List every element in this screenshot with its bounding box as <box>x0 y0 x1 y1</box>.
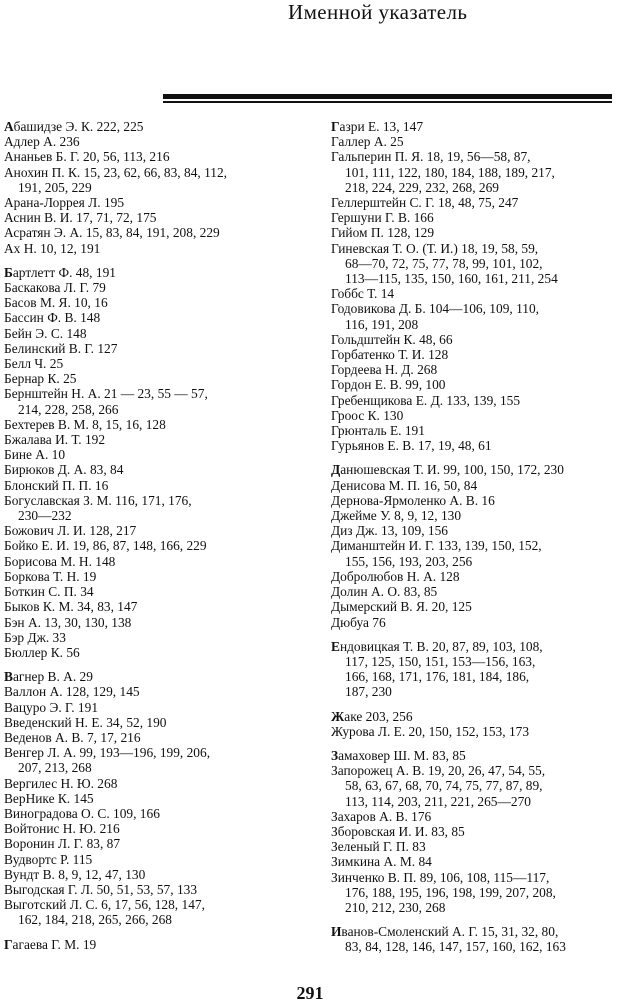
index-entry-line: Валлон А. 128, 129, 145 <box>4 684 140 700</box>
letter-group-initial: Д <box>331 462 341 478</box>
index-entry <box>4 119 286 134</box>
index-entry-line: Горбатенко Т. И. 128 <box>331 347 449 363</box>
index-entry <box>4 417 286 432</box>
index-entry-line: Бине А. 10 <box>4 447 66 463</box>
index-entry-line: Арана-Лоррея Л. 195 <box>4 195 125 211</box>
index-entry <box>4 447 286 462</box>
letter-group-initial: Е <box>331 638 340 654</box>
index-entry <box>331 615 616 630</box>
index-entry <box>331 241 616 287</box>
index-entry <box>4 852 286 867</box>
index-entry-line: Аснин В. И. 17, 71, 72, 175 <box>4 210 157 226</box>
index-entry-line: Вагнер В. А. 29 <box>4 669 93 685</box>
index-entry <box>331 438 616 453</box>
index-entry-line: Бойко Е. И. 19, 86, 87, 148, 166, 229 <box>4 538 207 554</box>
index-entry <box>331 538 616 568</box>
index-entry-line: Зборовская И. И. 83, 85 <box>331 823 465 839</box>
index-entry <box>4 821 286 836</box>
index-entry-line: Введенский Н. Е. 34, 52, 190 <box>4 714 167 730</box>
index-entry-continuation: 191, 205, 229 <box>18 179 92 195</box>
index-entry-line: Данюшевская Т. И. 99, 100, 150, 172, 230 <box>331 462 564 478</box>
index-entry-line: Грюнталь Е. 191 <box>331 423 425 439</box>
index-entry-line: Диз Дж. 13, 109, 156 <box>331 523 448 539</box>
index-entry-line: Бюллер К. 56 <box>4 644 80 660</box>
index-entry <box>4 937 286 952</box>
index-entry <box>4 341 286 356</box>
index-entry-continuation: 166, 168, 171, 176, 181, 184, 186, <box>345 669 530 685</box>
index-entry-continuation: 218, 224, 229, 232, 268, 269 <box>345 179 499 195</box>
index-entry-line: Гиневская Т. О. (Т. И.) 18, 19, 58, 59, <box>331 240 539 256</box>
index-entry <box>4 776 286 791</box>
index-entry <box>331 870 616 916</box>
index-entry-continuation: 230—232 <box>18 508 72 524</box>
index-entry-line: Диманштейн И. Г. 133, 139, 150, 152, <box>331 538 542 554</box>
index-entry-line: Бернар К. 25 <box>4 371 77 387</box>
index-entry <box>4 356 286 371</box>
index-entry <box>331 508 616 523</box>
index-entry-line: Геллерштейн С. Г. 18, 48, 75, 247 <box>331 195 519 211</box>
index-entry <box>331 377 616 392</box>
index-entry <box>4 265 286 280</box>
index-entry-line: Бернштейн Н. А. 21 — 23, 55 — 57, <box>4 386 208 402</box>
index-entry-line: Бэн А. 13, 30, 130, 138 <box>4 614 132 630</box>
index-entry <box>331 462 616 477</box>
index-entry-line: ВерНике К. 145 <box>4 790 94 806</box>
index-entry-line: Воронин Л. Г. 83, 87 <box>4 836 121 852</box>
index-entry-continuation: 155, 156, 193, 203, 256 <box>345 553 473 569</box>
index-entry <box>331 225 616 240</box>
index-entry-line: Венгер Л. А. 99, 193—196, 199, 206, <box>4 745 211 761</box>
index-entry-continuation: 176, 188, 195, 196, 198, 199, 207, 208, <box>345 884 556 900</box>
index-entry-line: Гордеева Н. Д. 268 <box>331 362 438 378</box>
letter-group-gap <box>331 915 616 924</box>
index-entry-line: Годовикова Д. Б. 104—106, 109, 110, <box>331 301 540 317</box>
index-entry <box>4 700 286 715</box>
index-entry <box>4 523 286 538</box>
index-entry <box>4 432 286 447</box>
index-entry-line: Белл Ч. 25 <box>4 356 64 372</box>
index-entry-line: Войтонис Н. Ю. 216 <box>4 821 120 837</box>
index-entry <box>4 225 286 240</box>
index-entry-continuation: 58, 63, 67, 68, 70, 74, 75, 77, 87, 89, <box>345 778 543 794</box>
index-entry <box>331 924 616 954</box>
index-entry <box>4 554 286 569</box>
index-entry-line: Иванов-Смоленский А. Г. 15, 31, 32, 80, <box>331 924 559 940</box>
index-entry-line: Дюбуа 76 <box>331 614 386 630</box>
index-entry <box>4 195 286 210</box>
index-entry-line: Дернова-Ярмоленко А. В. 16 <box>331 492 495 508</box>
letter-group-initial: А <box>4 119 14 134</box>
index-entry <box>331 210 616 225</box>
index-entry-continuation: 68—70, 72, 75, 77, 78, 99, 101, 102, <box>345 255 543 271</box>
index-entry-line: Жаке 203, 256 <box>331 708 413 724</box>
index-entry-line: Гальперин П. Я. 18, 19, 56—58, 87, <box>331 149 531 165</box>
index-entry-continuation: 207, 213, 268 <box>18 760 92 776</box>
index-entry <box>331 763 616 809</box>
index-entry-line: Божович Л. И. 128, 217 <box>4 523 137 539</box>
index-entry <box>4 462 286 477</box>
index-entry <box>331 493 616 508</box>
index-entry <box>331 423 616 438</box>
index-entry-line: Веденов А. В. 7, 17, 216 <box>4 729 141 745</box>
index-entry <box>331 119 616 134</box>
index-entry <box>4 584 286 599</box>
index-entry <box>4 745 286 775</box>
index-entry-line: Замаховер Ш. М. 83, 85 <box>331 747 466 763</box>
index-entry-line: Гольдштейн К. 48, 66 <box>331 331 453 347</box>
letter-group-gap <box>4 928 286 937</box>
index-entry-line: Добролюбов Н. А. 128 <box>331 568 460 584</box>
title-rule-thick <box>163 94 612 99</box>
letter-group-gap <box>4 256 286 265</box>
index-entry-line: Вергилес Н. Ю. 268 <box>4 775 118 791</box>
index-entry <box>4 134 286 149</box>
index-entry-line: Бассин Ф. В. 148 <box>4 310 101 326</box>
index-entry-line: Дымерский В. Я. 20, 125 <box>331 599 472 615</box>
index-entry-continuation: 101, 111, 122, 180, 184, 188, 189, 217, <box>345 164 555 180</box>
index-entry-line: Боркова Т. Н. 19 <box>4 568 97 584</box>
index-entry <box>4 615 286 630</box>
index-entry-continuation: 113—115, 135, 150, 160, 161, 211, 254 <box>345 271 558 287</box>
index-entry <box>331 584 616 599</box>
index-entry-line: Зимкина А. М. 84 <box>331 854 432 870</box>
index-entry <box>4 478 286 493</box>
index-entry <box>4 897 286 927</box>
index-entry-line: Блонский П. П. 16 <box>4 477 109 493</box>
index-entry-line: Гагаева Г. М. 19 <box>4 936 97 952</box>
index-entry-line: Басов М. Я. 10, 16 <box>4 295 108 311</box>
index-entry-continuation: 83, 84, 128, 146, 147, 157, 160, 162, 163 <box>345 939 566 955</box>
index-entry-line: Ананьев Б. Г. 20, 56, 113, 216 <box>4 149 170 165</box>
index-entry <box>331 149 616 195</box>
index-entry-line: Выгодская Г. Л. 50, 51, 53, 57, 133 <box>4 881 198 897</box>
index-entry <box>4 241 286 256</box>
index-entry <box>4 730 286 745</box>
index-entry <box>331 854 616 869</box>
index-entry-line: Адлер А. 236 <box>4 134 80 150</box>
index-entry-line: Гордон Е. В. 99, 100 <box>331 377 446 393</box>
index-entry <box>4 165 286 195</box>
index-entry <box>331 724 616 739</box>
index-entry <box>4 210 286 225</box>
letter-group-gap <box>331 630 616 639</box>
index-entry <box>4 715 286 730</box>
index-entry <box>331 286 616 301</box>
index-entry-line: Газри Е. 13, 147 <box>331 119 424 134</box>
index-entry-line: Долин А. О. 83, 85 <box>331 584 438 600</box>
index-entry <box>331 639 616 700</box>
index-entry-line: Зинченко В. П. 89, 106, 108, 115—117, <box>331 869 550 885</box>
index-entry <box>331 523 616 538</box>
index-entry-line: Вундт В. 8, 9, 12, 47, 130 <box>4 866 146 882</box>
index-entry-line: Журова Л. Е. 20, 150, 152, 153, 173 <box>331 723 530 739</box>
index-entry-line: Ендовицкая Т. В. 20, 87, 89, 103, 108, <box>331 638 543 654</box>
index-entry <box>331 569 616 584</box>
index-entry <box>331 839 616 854</box>
index-entry <box>4 149 286 164</box>
index-entry-continuation: 113, 114, 203, 211, 221, 265—270 <box>345 793 531 809</box>
index-entry-line: Захаров А. В. 176 <box>331 808 432 824</box>
index-entry-line: Джейме У. 8, 9, 12, 130 <box>331 508 462 524</box>
index-entry-line: Вудвортс Р. 115 <box>4 851 93 867</box>
index-entry-line: Бейн Э. С. 148 <box>4 325 87 341</box>
index-entry-continuation: 214, 228, 258, 266 <box>18 401 119 417</box>
index-entry <box>331 478 616 493</box>
index-entry <box>4 645 286 660</box>
index-entry-line: Бжалава И. Т. 192 <box>4 432 106 448</box>
index-entry-continuation: 187, 230 <box>345 684 392 700</box>
index-entry <box>4 280 286 295</box>
index-entry-line: Быков К. М. 34, 83, 147 <box>4 599 138 615</box>
letter-group-initial: И <box>331 924 342 940</box>
index-entry-line: Бирюков Д. А. 83, 84 <box>4 462 124 478</box>
index-entry <box>331 195 616 210</box>
index-entry <box>4 806 286 821</box>
index-entry-continuation: 116, 191, 208 <box>345 316 419 332</box>
index-entry-line: Ах Н. 10, 12, 191 <box>4 240 101 256</box>
index-entry <box>4 295 286 310</box>
index-entry <box>4 684 286 699</box>
index-entry <box>331 362 616 377</box>
index-entry-line: Анохин П. К. 15, 23, 62, 66, 83, 84, 112, <box>4 164 228 180</box>
index-entry <box>4 326 286 341</box>
index-entry <box>4 882 286 897</box>
index-entry <box>331 134 616 149</box>
letter-group-gap <box>331 700 616 709</box>
index-entry <box>331 748 616 763</box>
index-entry <box>331 809 616 824</box>
index-entry <box>4 867 286 882</box>
index-entry <box>331 301 616 331</box>
index-entry-line: Баскакова Л. Г. 79 <box>4 280 106 296</box>
index-entry <box>4 386 286 416</box>
title-rule-thin <box>163 101 612 103</box>
letter-group-gap <box>4 660 286 669</box>
index-entry-line: Гроос К. 130 <box>331 407 404 423</box>
index-entry <box>4 836 286 851</box>
index-entry <box>4 599 286 614</box>
index-entry-line: Гийом П. 128, 129 <box>331 225 435 241</box>
index-entry <box>331 709 616 724</box>
index-entry-line: Гурьянов Е. В. 17, 19, 48, 61 <box>331 438 492 454</box>
index-entry-line: Вацуро Э. Г. 191 <box>4 699 99 715</box>
index-entry <box>4 669 286 684</box>
index-entry <box>331 332 616 347</box>
index-entry-line: Бэр Дж. 33 <box>4 629 66 645</box>
letter-group-initial: Г <box>4 936 13 952</box>
index-entry <box>4 538 286 553</box>
index-entry <box>331 824 616 839</box>
index-entry-line: Асратян Э. А. 15, 83, 84, 191, 208, 229 <box>4 225 220 241</box>
index-entry-line: Боткин С. П. 34 <box>4 584 94 600</box>
index-entry <box>4 630 286 645</box>
letter-group-initial: Ж <box>331 708 345 724</box>
index-entry-line: Виноградова О. С. 109, 166 <box>4 805 160 821</box>
index-entry-line: Богуславская З. М. 116, 171, 176, <box>4 492 192 508</box>
page-number: 291 <box>296 983 324 1003</box>
index-entry <box>331 393 616 408</box>
page-title: Именной указатель <box>288 0 468 24</box>
letter-group-initial: Г <box>331 119 340 134</box>
letter-group-initial: З <box>331 747 339 763</box>
index-column-right <box>331 119 616 955</box>
index-entry-line: Зеленый Г. П. 83 <box>331 839 426 855</box>
index-entry <box>4 569 286 584</box>
index-entry <box>4 371 286 386</box>
index-entry-line: Борисова М. Н. 148 <box>4 553 116 569</box>
letter-group-initial: Б <box>4 264 13 280</box>
index-entry <box>331 347 616 362</box>
index-entry-line: Выготский Л. С. 6, 17, 56, 128, 147, <box>4 897 205 913</box>
index-entry-line: Бехтерев В. М. 8, 15, 16, 128 <box>4 416 166 432</box>
index-entry-line: Белинский В. Г. 127 <box>4 340 118 356</box>
index-entry-continuation: 210, 212, 230, 268 <box>345 899 446 915</box>
index-entry-continuation: 162, 184, 218, 265, 266, 268 <box>18 912 172 928</box>
index-entry-line: Гершуни Г. В. 166 <box>331 210 434 226</box>
index-entry-line: Денисова М. П. 16, 50, 84 <box>331 477 478 493</box>
index-entry-line: Запорожец А. В. 19, 20, 26, 47, 54, 55, <box>331 763 546 779</box>
index-entry-continuation: 117, 125, 150, 151, 153—156, 163, <box>345 653 536 669</box>
index-entry-line: Абашидзе Э. К. 222, 225 <box>4 119 144 134</box>
index-entry-line: Гребенщикова Е. Д. 133, 139, 155 <box>331 392 521 408</box>
index-entry-line: Бартлетт Ф. 48, 191 <box>4 264 116 280</box>
index-entry <box>331 599 616 614</box>
index-entry-line: Гоббс Т. 14 <box>331 286 395 302</box>
index-entry <box>331 408 616 423</box>
index-entry-line: Галлер А. 25 <box>331 134 404 150</box>
index-entry <box>4 493 286 523</box>
letter-group-gap <box>331 739 616 748</box>
index-column-left <box>4 119 286 952</box>
letter-group-gap <box>331 453 616 462</box>
letter-group-initial: В <box>4 669 13 685</box>
index-entry <box>4 791 286 806</box>
index-entry <box>4 310 286 325</box>
